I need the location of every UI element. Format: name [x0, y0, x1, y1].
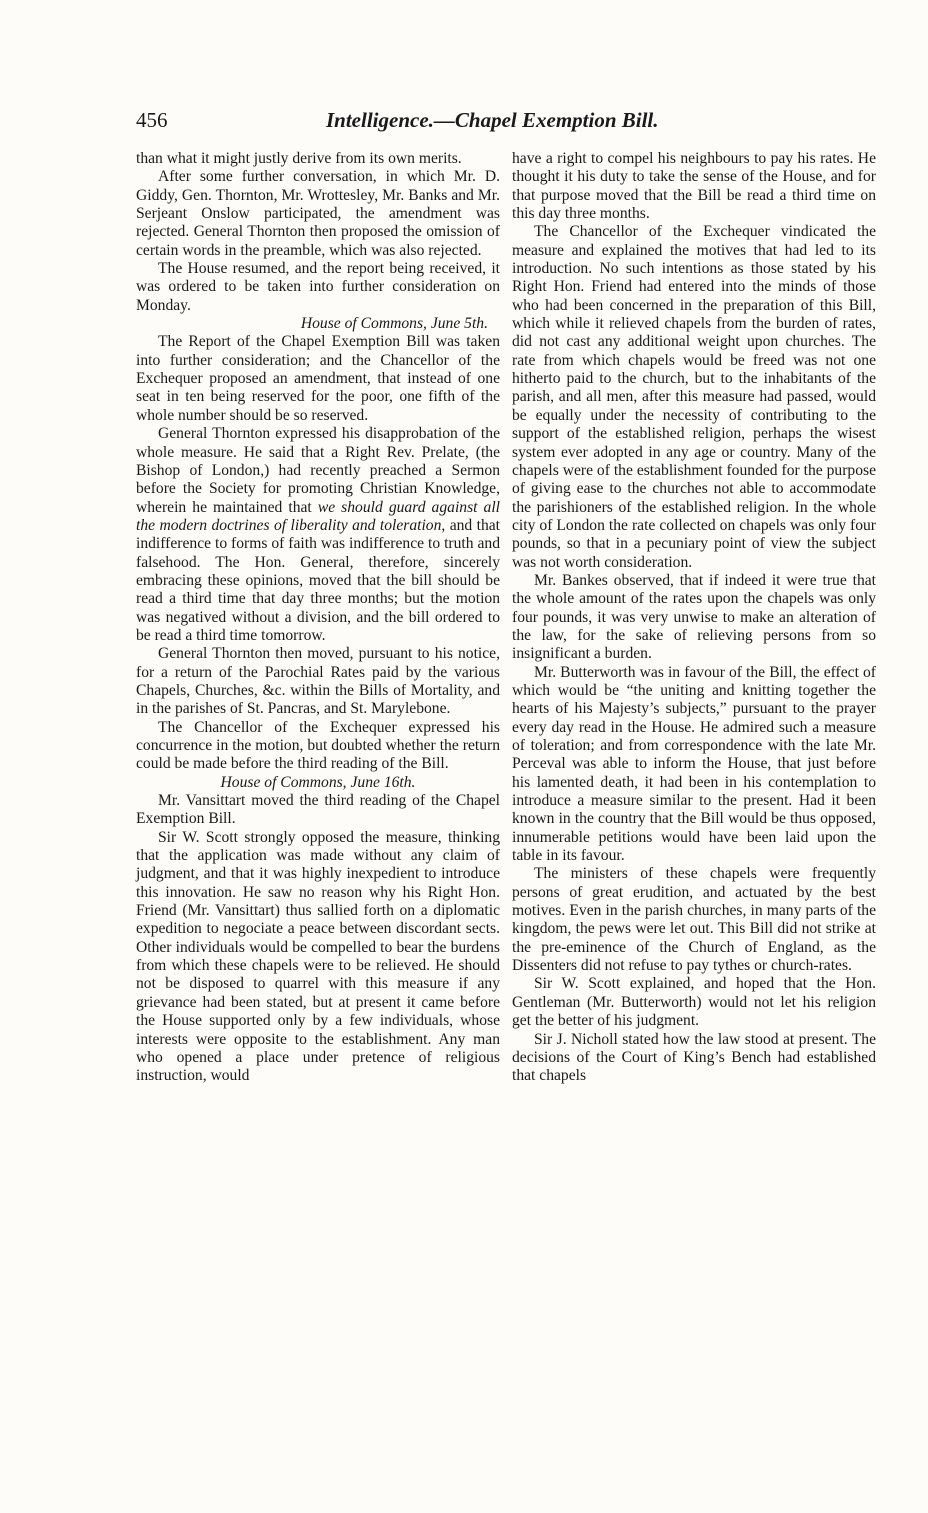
paragraph: than what it might justly derive from its own merits. [136, 150, 462, 167]
paragraph: Sir W. Scott strongly opposed the measure, thinking that the application was made without any claim of judgment, and that it was highly inexpedient to introduce this innovation. He saw no reason why his Right Hon. Friend (Mr. Vansittart) thus sallied forth on a diplomatic expedition to negociate a peace between discordant sects. Other individuals would be compelled to bear the burdens from which these chapels were to be relieved. He should not be disposed to quarrel with this measure if any grievance had been stated, but at present it came before the House supported only by a few individuals, whose interests were opposite to the establishment. Any man who opened a place under pretence of religious instruction, would [136, 828, 500, 1085]
paragraph: General Thornton then moved, pursuant to his notice, for a return of the Parochial Rates paid by the various Chapels, Churches, &c. within the Bills of Mortality, and in the parishes of St. Pancras, and St. Marylebone. [136, 645, 500, 718]
section-heading: House of Commons, June 16th. [220, 773, 416, 791]
section-heading: House of Commons, June 5th. [300, 315, 488, 333]
text-run: , and that indifference to forms of faith was indifference to truth and falsehood. The Hon. General, therefore, sincerely embracing these opinions, moved that the bill should be read a third time that day three months; but the motion was negatived without a division, and the bill ordered to be read a third time tomorrow. [136, 516, 501, 644]
text-run: General Thornton expressed his disapprobation of the whole measure. He said that a Right Rev. Prelate, (the Bishop of London,) had recently preached a Sermon before the Society for promoting Christian Knowledge, wherein he maintained that [136, 425, 500, 516]
paragraph: The Report of the Chapel Exemption Bill was taken into further consideration; and the Chancellor of the Exchequer proposed an amendment, that instead of one seat in ten being reserved for the poor, one fifth of the whole number should be so reserved. [136, 333, 500, 424]
paragraph [136, 425, 500, 645]
running-title: Intelligence.—Chapel Exemption Bill. [326, 108, 659, 132]
left-column [136, 150, 500, 1086]
paragraph: The ministers of these chapels were frequently persons of great erudition, and actuated by the best motives. Even in the parish churches, in many parts of the kingdom, the pews were let out. This Bill did not strike at the pre-eminence of the Church of England, as the Dissenters did not refuse to pay tythes or church-rates. [512, 865, 876, 975]
page-number: 456 [136, 108, 168, 132]
paragraph: The House resumed, and the report being received, it was ordered to be taken into further consideration on Monday. [136, 260, 500, 314]
paragraph: Sir J. Nicholl stated how the law stood at present. The decisions of the Court of King’s Bench had established that chapels [512, 1030, 876, 1085]
paragraph: After some further conversation, in which Mr. D. Giddy, Gen. Thornton, Mr. Wrottesley, Mr. Banks and Mr. Serjeant Onslow participated, the amendment was rejected. General Thornton then proposed the omission of certain words in the preamble, which was also rejected. [136, 168, 500, 259]
running-head [136, 108, 856, 138]
paragraph: have a right to compel his neighbours to pay his rates. He thought it his duty to take the sense of the House, and for that purpose moved that the Bill be read a third time on this day three months. [512, 150, 876, 223]
paragraph: Sir W. Scott explained, and hoped that the Hon. Gentleman (Mr. Butterworth) would not let his religion get the better of his judgment. [512, 975, 876, 1030]
paragraph: The Chancellor of the Exchequer expressed his concurrence in the motion, but doubted whether the return could be made before the third reading of the Bill. [136, 718, 500, 773]
paragraph: The Chancellor of the Exchequer vindicated the measure and explained the motives that had led to its introduction. No such intentions as those stated by his Right Hon. Friend had entered into the minds of those who had been concerned in the preparation of this Bill, which while it relieved chapels from the burden of rates, did not cast any additional weight upon churches. The rate from which chapels would be freed was not one hitherto paid to the church, but to the inhabitants of the parish, and all men, after this measure had passed, would be equally under the necessity of contributing to the support of the established religion, perhaps the wisest system ever adopted in any age or country. Many of the chapels were of the establishment founded for the purpose of giving ease to the churches not able to accommodate the parishioners of the established religion. In the whole city of London the rate collected on chapels was only four pounds, so that in a pecuniary point of view the subject was not worth consideration. [512, 223, 876, 571]
paragraph: Mr. Butterworth was in favour of the Bill, the effect of which would be “the uniting and knitting together the hearts of his Majesty’s subjects,” pursuant to the prayer every day read in the House. He admired such a measure of toleration; and from correspondence with the late Mr. Perceval was able to inform the House, that just before his lamented death, it had been in his contemplation to introduce a measure similar to the present. Had it been known in the country that the Bill would be thus opposed, innumerable petitions would have been laid upon the table in its favour. [512, 663, 876, 865]
paragraph: Mr. Vansittart moved the third reading of the Chapel Exemption Bill. [136, 792, 500, 828]
paragraph: Mr. Bankes observed, that if indeed it were true that the whole amount of the rates upon the chapels was only four pounds, it was very unwise to make an alteration of the law, for the sake of relieving persons from so insignificant a burden. [512, 571, 876, 663]
right-column [512, 150, 876, 1086]
italic-quote: we should guard against all the modern doctrines of liberality and toleration [136, 498, 500, 534]
